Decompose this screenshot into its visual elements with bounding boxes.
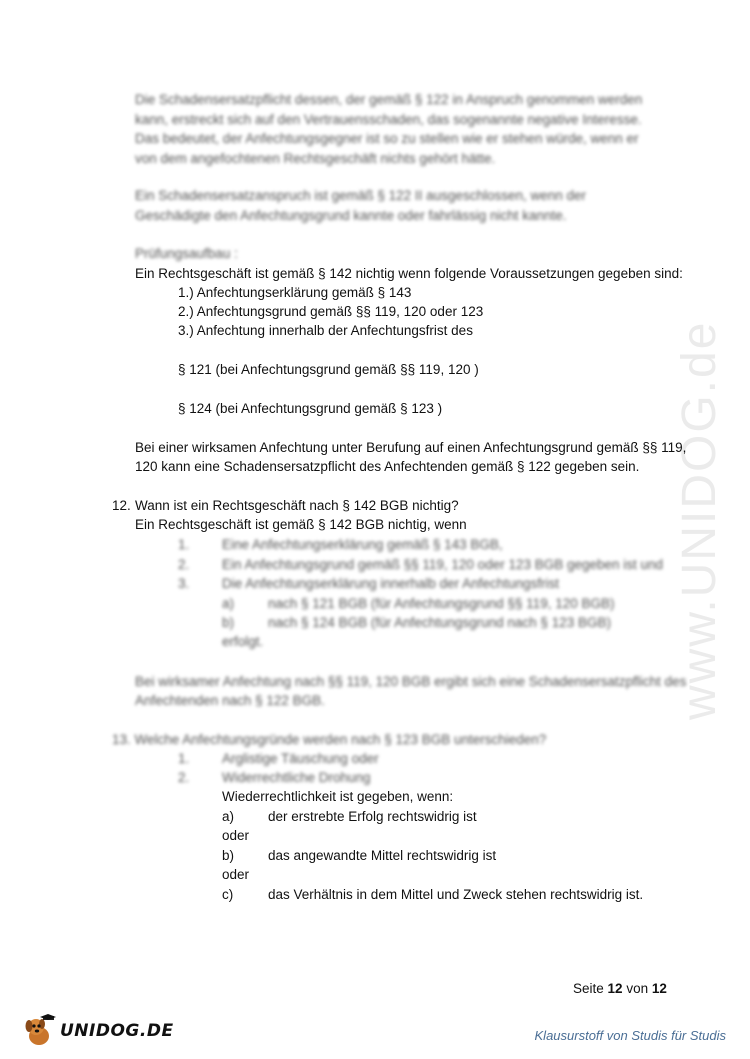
q12-item-text: Eine Anfechtungserklärung gemäß § 143 BGB,	[222, 537, 503, 552]
q13-item-text: Widerrechtliche Drohung	[222, 770, 371, 785]
q13-item-text: Arglistige Täuschung oder	[222, 751, 379, 766]
blurred-paragraph-2: Ein Schadensersatzanspruch ist gemäß § 122 II ausgeschlossen, wenn der Geschädigte den Anfechtungsgrund kannte oder fahrlässig nicht kannte.	[135, 188, 587, 223]
condition-label-c: c)	[222, 887, 234, 902]
frist-121: § 121 (bei Anfechtungsgrund gemäß §§ 119, 120 )	[178, 362, 479, 377]
q12-question: Wann ist ein Rechtsgeschäft nach § 142 BGB nichtig?	[135, 498, 459, 513]
q12-answer-intro: Ein Rechtsgeschäft ist gemäß § 142 BGB nichtig, wenn	[135, 517, 467, 532]
q13-item-number: 1.	[178, 751, 190, 766]
condition-text-a: der erstrebte Erfolg rechtswidrig ist	[268, 809, 477, 824]
oder-label: oder	[222, 867, 250, 882]
q12-sub-label: a)	[222, 596, 235, 611]
q12-item-text: Die Anfechtungserklärung innerhalb der Anfechtungsfrist	[222, 576, 559, 591]
q12-sub-text: nach § 121 BGB (für Anfechtungsgrund §§ 119, 120 BGB)	[268, 596, 615, 611]
q12-number: 12.	[112, 498, 131, 513]
dog-mascot-icon	[22, 1014, 56, 1048]
condition-label-a: a)	[222, 809, 235, 824]
condition-text-c: das Verhältnis in dem Mittel und Zweck stehen rechtswidrig ist.	[268, 887, 644, 902]
q13-item-number: 2.	[178, 770, 190, 785]
blurred-paragraph-1: Die Schadensersatzpflicht dessen, der gemäß § 122 in Anspruch genommen werden kann, erstreckt sich auf den Vertrauensschaden, das sogenannte negative Interesse. Das bedeutet, der Anfechtungsgegner ist so zu stellen wie er stehen würde, wenn er von dem angefochtenen Rechtsgeschäft nichts gehört hätte.	[135, 92, 643, 166]
q12-conclusion-2: Anfechtenden nach § 122 BGB.	[135, 693, 325, 708]
q12-item-number: 1.	[178, 537, 190, 552]
q13-question: 13. Welche Anfechtungsgründe werden nach § 123 BGB unterschieden?	[112, 732, 547, 747]
q12-conclusion-1: Bei wirksamer Anfechtung nach §§ 119, 120 BGB ergibt sich eine Schadensersatzpflicht des	[135, 674, 687, 689]
q12-item-text: Ein Anfechtungsgrund gemäß §§ 119, 120 oder 123 BGB gegeben ist und	[222, 557, 664, 572]
pruefung-item-3: 3.) Anfechtung innerhalb der Anfechtungsfrist des	[178, 323, 473, 338]
condition-label-b: b)	[222, 848, 235, 863]
q12-tail: erfolgt.	[222, 634, 264, 649]
q13-condition-intro: Wiederrechtlichkeit ist gegeben, wenn:	[222, 789, 454, 804]
q12-sub-label: b)	[222, 615, 235, 630]
conclusion-line-2: 120 kann eine Schadensersatzpflicht des Anfechtenden gemäß § 122 gegeben sein.	[135, 459, 640, 474]
q12-sub-text: nach § 124 BGB (für Anfechtungsgrund nach § 123 BGB)	[268, 615, 611, 630]
unidog-logo	[22, 1013, 174, 1049]
watermark: www.UNIDOG.de	[673, 320, 726, 720]
blurred-heading: Prüfungsaufbau :	[135, 246, 238, 261]
logo-wordmark: UNIDOG.DE	[60, 1021, 174, 1041]
pruefung-intro: Ein Rechtsgeschäft ist gemäß § 142 nichtig wenn folgende Voraussetzungen gegeben sind:	[135, 266, 683, 281]
footer-tagline: Klausurstoff von Studis für Studis	[534, 1028, 726, 1043]
frist-124: § 124 (bei Anfechtungsgrund gemäß § 123 )	[178, 401, 443, 416]
conclusion-line-1: Bei einer wirksamen Anfechtung unter Berufung auf einen Anfechtungsgrund gemäß §§ 119,	[135, 440, 687, 455]
condition-text-b: das angewandte Mittel rechtswidrig ist	[268, 848, 497, 863]
pruefung-item-1: 1.) Anfechtungserklärung gemäß § 143	[178, 285, 412, 300]
q12-item-number: 2.	[178, 557, 190, 572]
oder-label: oder	[222, 828, 250, 843]
pruefung-item-2: 2.) Anfechtungsgrund gemäß §§ 119, 120 oder 123	[178, 304, 484, 319]
page-number: Seite 12 von 12	[573, 981, 667, 996]
q12-item-number: 3.	[178, 576, 190, 591]
